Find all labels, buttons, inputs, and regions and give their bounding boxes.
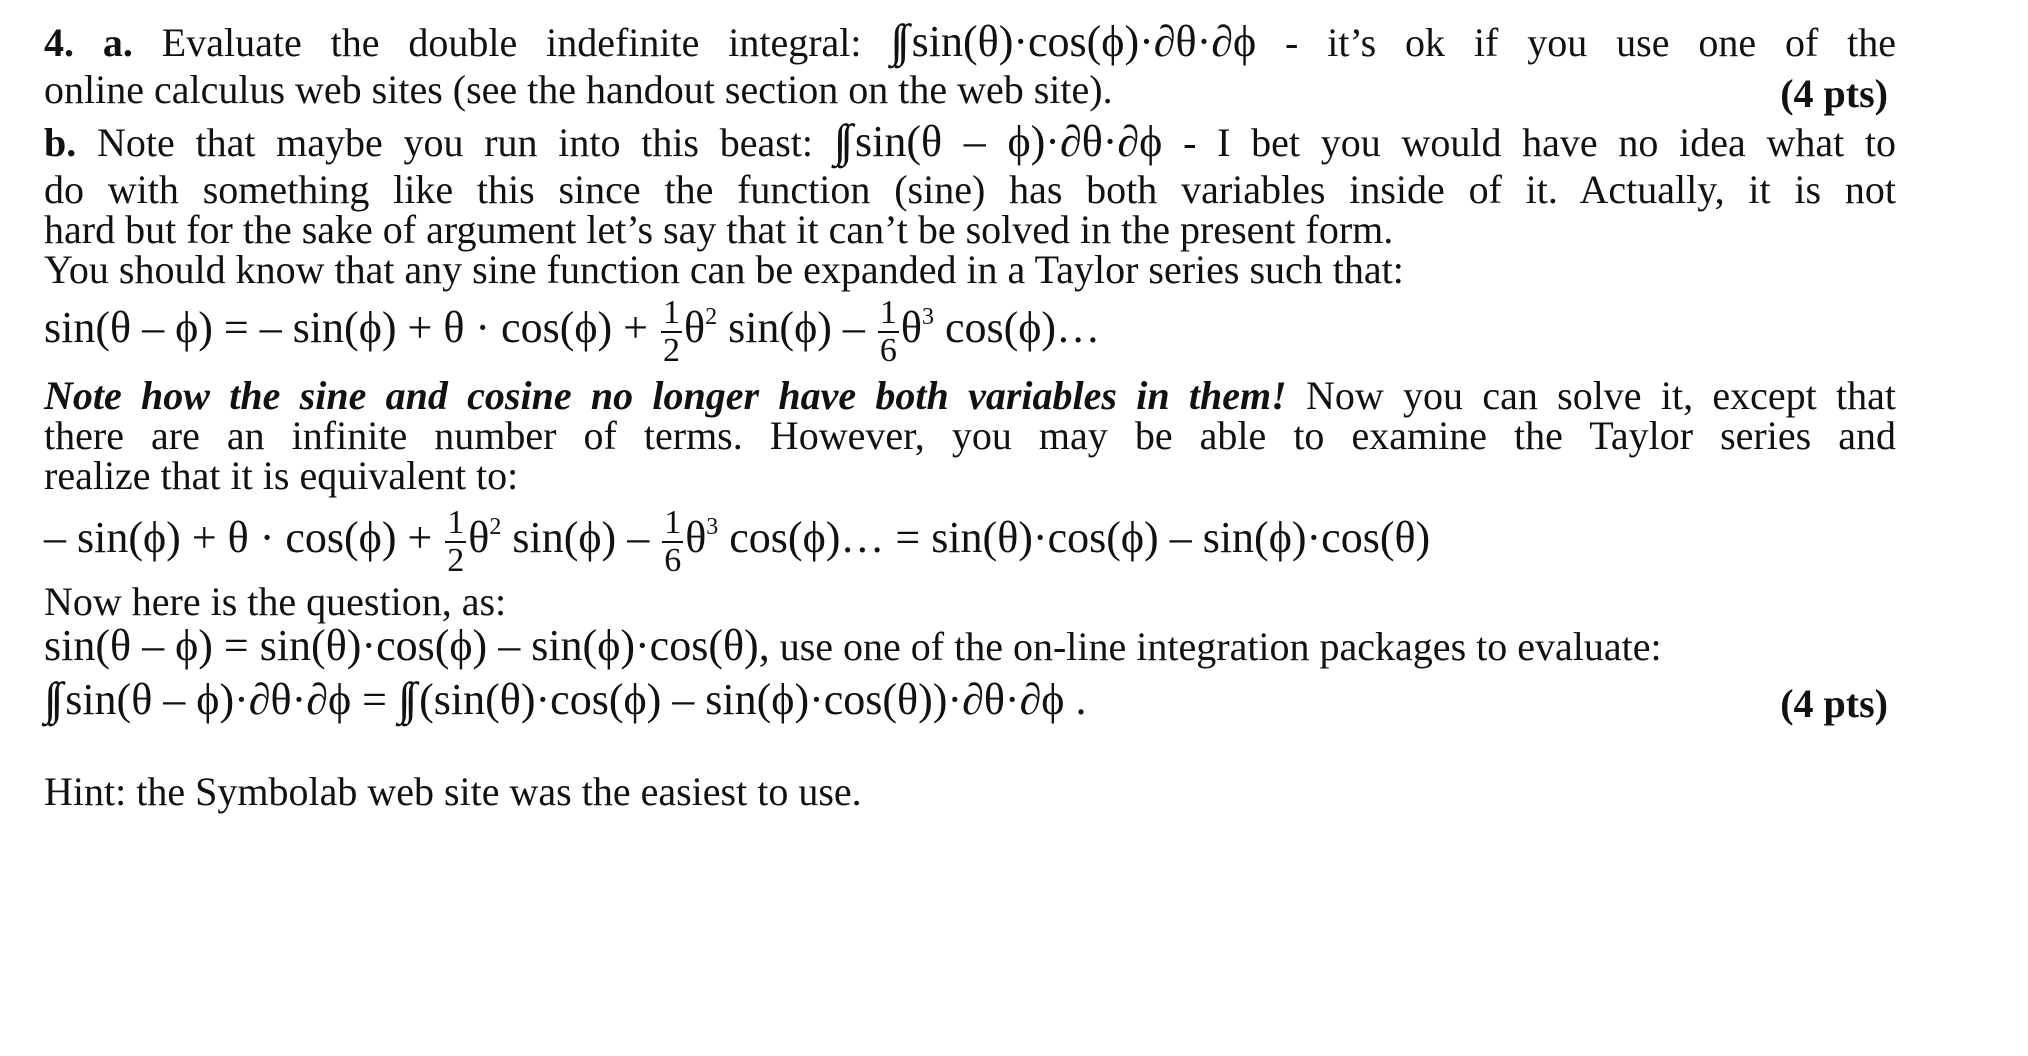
- note-rest: Now you can solve it, except that: [1286, 373, 1897, 418]
- part-b-label: b.: [44, 120, 77, 165]
- fraction-denominator: 2: [447, 542, 465, 579]
- equiv-term-2: sin(ϕ) –: [501, 513, 650, 563]
- fraction-one-half: [661, 296, 682, 368]
- infinite-terms-line: there are an infinite number of terms. However, you may be able to examine the Taylor series and: [44, 413, 1896, 458]
- part-b-text-2: - I bet you would have no idea what to: [1183, 120, 1897, 165]
- theta: θ: [468, 513, 490, 563]
- fraction-numerator: 1: [879, 294, 897, 331]
- taylor-term-3: cos(ϕ)…: [933, 303, 1101, 353]
- fraction-denominator: 6: [664, 542, 682, 579]
- theta: θ: [684, 303, 706, 353]
- part-b-points: (4 pts): [1780, 681, 1888, 726]
- equiv-start: – sin(ϕ) + θ · cos(ϕ) +: [44, 513, 433, 563]
- part-a-line-2: online calculus web sites (see the handout section on the web site).: [44, 67, 1113, 112]
- double-integral-sign: ∫∫: [397, 673, 412, 724]
- taylor-term-2: sin(ϕ) –: [717, 303, 865, 353]
- final-rhs: (sin(θ)·cos(ϕ) – sin(ϕ)·cos(θ))·∂θ·∂ϕ .: [419, 675, 1087, 724]
- identity-line: [44, 621, 1662, 670]
- part-b-integral: [834, 117, 1163, 166]
- part-b-line-2: do with something like this since the function (sine) has both variables inside of it. Actually, it is not: [44, 167, 1896, 212]
- taylor-series-equation: [44, 296, 1100, 368]
- fraction-one-half: [445, 506, 466, 578]
- question-intro: Now here is the question, as:: [44, 579, 507, 624]
- part-b-expression: sin(θ – ϕ)·∂θ·∂ϕ: [854, 117, 1163, 166]
- double-integral-sign: ∫∫: [890, 15, 904, 66]
- identity-rest: use one of the on-line integration packages to evaluate:: [769, 624, 1662, 669]
- fraction-one-sixth: [878, 296, 899, 368]
- exponent: 2: [489, 514, 502, 541]
- part-b-text-1: Note that maybe you run into this beast:: [96, 120, 814, 165]
- part-a-expression: sin(θ)·cos(ϕ)·∂θ·∂ϕ: [911, 17, 1257, 66]
- exponent: 3: [921, 304, 934, 331]
- final-lhs: sin(θ – ϕ)·∂θ·∂ϕ =: [65, 675, 387, 724]
- realize-line: realize that it is equivalent to:: [44, 453, 519, 498]
- part-b-line-4: You should know that any sine function can be expanded in a Taylor series such that:: [44, 247, 1404, 292]
- part-a-integral: [890, 17, 1256, 66]
- double-integral-sign: ∫∫: [833, 115, 847, 166]
- final-integral-equation: [44, 673, 1087, 724]
- note-bold: Note how the sine and cosine no longer have both variables in them!: [44, 373, 1287, 418]
- theta: θ: [685, 513, 707, 563]
- fraction-denominator: 2: [663, 332, 680, 369]
- taylor-lhs: sin(θ – ϕ) = – sin(ϕ) + θ · cos(ϕ) +: [44, 303, 648, 353]
- exponent: 2: [705, 304, 718, 331]
- part-b-line-3: hard but for the sake of argument let’s say that it can’t be solved in the present form.: [44, 207, 1394, 252]
- part-a-text-1: Evaluate the double indefinite integral:: [161, 20, 862, 65]
- exponent: 3: [706, 514, 719, 541]
- part-a-points: (4 pts): [1780, 71, 1888, 116]
- fraction-numerator: 1: [663, 294, 680, 331]
- hint-line: Hint: the Symbolab web site was the easiest to use.: [44, 769, 862, 814]
- equivalence-equation: [44, 506, 1430, 578]
- part-a-text-2: - it’s ok if you use one of the: [1285, 20, 1897, 65]
- note-line: [44, 373, 1897, 418]
- theta: θ: [900, 303, 922, 353]
- equiv-term-3: cos(ϕ)… = sin(θ)·cos(ϕ) – sin(ϕ)·cos(θ): [718, 513, 1431, 563]
- fraction-denominator: 6: [879, 332, 897, 369]
- part-a-line-1: [44, 15, 1897, 66]
- part-b-line-1: [44, 115, 1897, 166]
- identity-equation: sin(θ – ϕ) = sin(θ)·cos(ϕ) – sin(ϕ)·cos(θ),: [44, 621, 770, 670]
- fraction-numerator: 1: [447, 504, 465, 541]
- double-integral-sign: ∫∫: [44, 673, 58, 724]
- fraction-numerator: 1: [664, 504, 682, 541]
- fraction-one-sixth: [662, 506, 683, 578]
- question-number: 4. a.: [44, 20, 133, 65]
